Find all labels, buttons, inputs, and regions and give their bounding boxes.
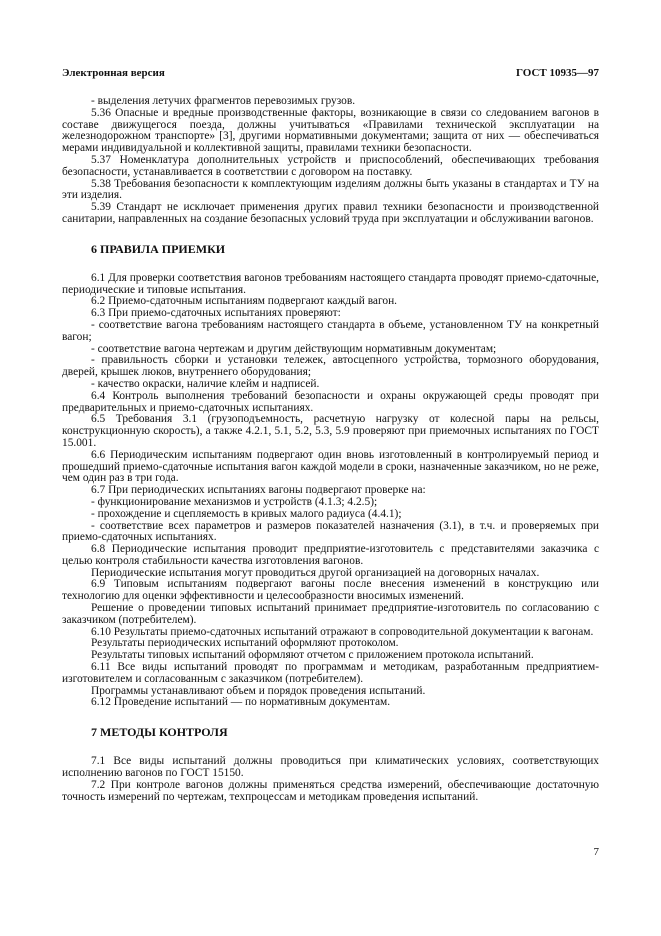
- paragraph: - выделения летучих фрагментов перевозимых грузов.: [91, 95, 356, 107]
- page-number: 7: [593, 846, 599, 858]
- list-item: - прохождение и сцепляемость в кривых малого радиуса (4.4.1);: [91, 507, 402, 520]
- paragraph: 5.37 Номенклатура дополнительных устройств и приспособлений, обеспечивающих требования безопасности, устанавливается в соответствии с договором на поставку.: [62, 153, 599, 178]
- paragraph: 6.8 Периодические испытания проводит предприятие-изготовитель с представителями заказчика с целью контроля стабильности качества изготовления вагонов.: [62, 543, 599, 567]
- paragraph: 7.2 При контроле вагонов должны применяться средства измерений, обеспечивающие доcтаточную точность измерений по чертежам, техпроцессам и методикам проведения испытаний.: [62, 778, 599, 803]
- paragraph: 5.38 Требования безопасности к комплектующим изделиям должны быть указаны в стандартах и ТУ на эти изделия.: [62, 177, 599, 202]
- header-standard-code: ГОСТ 10935—97: [516, 67, 599, 79]
- paragraph: 6.7 При периодических испытаниях вагоны подвергают проверке на:: [91, 484, 426, 497]
- list-item: - соответствие вагона чертежам и другим действующим нормативным документам;: [91, 342, 497, 355]
- list-item: - функционирование механизмов и устройств (4.1.3; 4.2.5);: [91, 495, 378, 508]
- paragraph: Решение о проведении типовых испытаний принимает предприятие-изготовитель по согласованию с заказчиком (потребителем).: [62, 602, 599, 626]
- list-item: - соответствие вагона требованиям настоящего стандарта в объеме, установленном ТУ на конкретный вагон;: [62, 318, 599, 343]
- paragraph: 6.9 Типовым испытаниям подвергают вагоны после внесения изменений в конструкцию или технологию для оценки эффективности и целесообразности вносимых изменений.: [62, 578, 599, 603]
- list-item: - соответствие всех параметров и размеров показателей назначения (3.1), в т.ч. и проверяемых при приемо-сдаточных испытаниях.: [62, 519, 599, 544]
- paragraph: Результаты периодических испытаний оформляют протоколом.: [91, 637, 399, 650]
- header-edition-label: Электронная версия: [62, 67, 165, 79]
- paragraph: 6.10 Результаты приемо-сдаточных испытаний отражают в сопроводительной документации к вагонам.: [91, 625, 594, 638]
- paragraph: 6.2 Приемо-сдаточным испытаниям подвергают каждый вагон.: [91, 295, 398, 308]
- paragraph: 6.3 При приемо-сдаточных испытаниях проверяют:: [91, 307, 341, 320]
- paragraph: Результаты типовых испытаний оформляют отчетом с приложением протокола испытаний.: [91, 649, 534, 662]
- document-body: [62, 96, 599, 803]
- paragraph: 6.11 Все виды испытаний проводят по программам и методикам, разработанным предприятием-изготовителем и согласованным с заказчиком (потребителем).: [62, 661, 599, 685]
- paragraph: Программы устанавливают объем и порядок проведения испытаний.: [91, 684, 426, 697]
- paragraph: 6.5 Требования 3.1 (грузоподъемность, расчетную нагрузку от колесной пары на рельсы, конструкционную скорость), а также 4.2.1, 5.1, 5.2, 5.3, 5.9 проверяют при приемочных испытаниях по ГОСТ 15.001.: [62, 413, 599, 449]
- paragraph: 5.39 Стандарт не исключает применения других правил техники безопасности и производственной санитарии, направленных на создание безопасных условий труда при эксплуатации и обслуживании вагонов.: [62, 201, 599, 225]
- list-item: - правильность сборки и установки тележек, автосцепного устройства, тормозного оборудования, дверей, крышек люков, внутреннего оборудования;: [62, 354, 599, 379]
- paragraph: 6.12 Проведение испытаний — по нормативным документам.: [91, 696, 391, 709]
- list-item: - качество окраски, наличие клейм и надписей.: [91, 377, 320, 390]
- section-heading-methods: 7 МЕТОДЫ КОНТРОЛЯ: [91, 725, 228, 740]
- paragraph: Периодические испытания могут проводиться другой организацией на договорных началах.: [91, 566, 540, 579]
- paragraph: 6.4 Контроль выполнения требований безопасности и охраны окружающей среды проводят при предварительных и приемо-сдаточных испытаниях.: [62, 389, 599, 414]
- paragraph: 5.36 Опасные и вредные производственные факторы, возникающие в связи со следованием вагонов в составе движущегося поезда, должны учитываться «Правилами технической эксплуатации на железнодорожном транспорте» [3], другими нормативными документами; защита от них — обеспечиваться мерами индивидуальной и коллективной защиты, правилами техники безопасности.: [62, 106, 599, 155]
- paragraph: 6.1 Для проверки соответствия вагонов требованиям настоящего стандарта проводят приемо-сдаточные, периодические и типовые испытания.: [62, 271, 599, 296]
- paragraph: 7.1 Все виды испытаний должны проводиться при климатических условиях, соответствующих исполнению вагонов по ГОСТ 15150.: [62, 755, 599, 780]
- paragraph: 6.6 Периодическим испытаниям подвергают один вновь изготовленный в контролируемый период и прошедший приемо-сдаточные испытания вагон каждой модели в сроки, назначенные заказчиком, но не реже, чем один раз в три года.: [62, 448, 599, 485]
- section-heading-acceptance: 6 ПРАВИЛА ПРИЕМКИ: [91, 241, 226, 256]
